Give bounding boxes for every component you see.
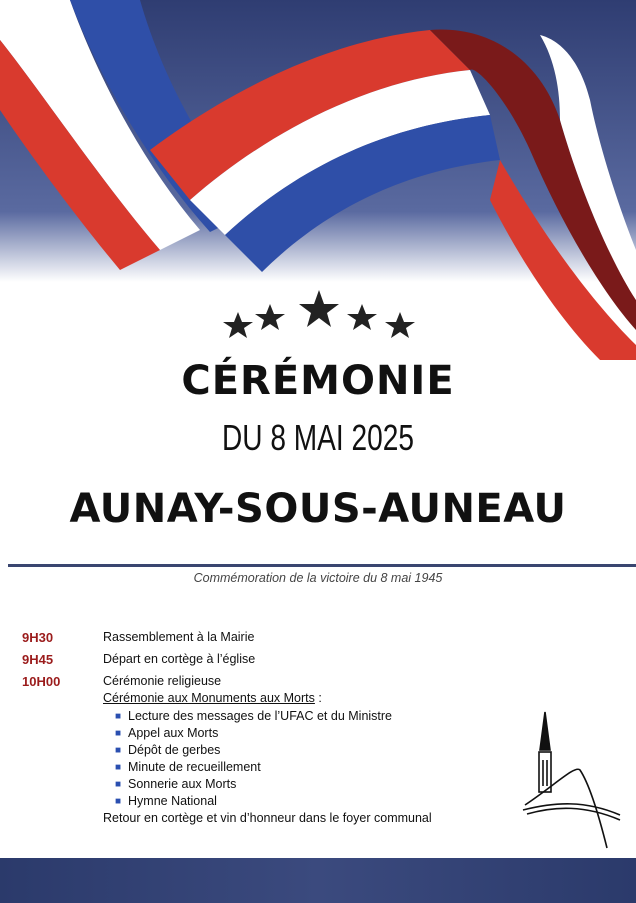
list-item — [0, 777, 560, 795]
page-title: CÉRÉMONIE — [181, 358, 455, 404]
divider — [8, 564, 636, 567]
star-icon — [347, 304, 377, 330]
schedule-label: Rassemblement à la Mairie — [103, 630, 255, 644]
bullet-icon: ■ — [115, 711, 122, 722]
list-item — [0, 726, 560, 744]
footer-band — [0, 858, 636, 903]
closing-text: Retour en cortège et vin d’honneur dans le foyer communal — [103, 811, 432, 825]
church-icon — [515, 710, 625, 850]
schedule-label: Départ en cortège à l’église — [103, 652, 256, 666]
schedule-row — [0, 652, 560, 670]
list-item-label: Hymne National — [128, 794, 217, 808]
stars-row — [0, 287, 636, 347]
schedule-label: Cérémonie religieuse — [103, 674, 222, 688]
monuments-heading: Cérémonie aux Monuments aux Morts — [103, 691, 315, 705]
list-item-label: Dépôt de gerbes — [128, 743, 221, 757]
closing-row — [0, 811, 560, 829]
monuments-heading-row — [0, 691, 560, 709]
bullet-icon: ■ — [115, 779, 122, 790]
bullet-icon: ■ — [115, 762, 122, 773]
monuments-heading-wrap — [103, 691, 322, 705]
star-icon — [255, 304, 285, 330]
bullet-icon: ■ — [115, 745, 122, 756]
list-item — [0, 794, 560, 812]
schedule-row — [0, 674, 560, 692]
subtitle: Commémoration de la victoire du 8 mai 1945 — [193, 571, 443, 585]
schedule-row — [0, 630, 560, 648]
star-icon — [299, 290, 339, 327]
star-icon — [385, 312, 415, 338]
star-icon — [223, 312, 253, 338]
schedule-time: 10H00 — [22, 674, 61, 689]
list-item-label: Minute de recueillement — [128, 760, 261, 774]
list-item — [0, 709, 560, 727]
schedule-time: 9H45 — [22, 652, 54, 667]
list-item — [0, 743, 560, 761]
event-date: DU 8 MAI 2025 — [222, 417, 414, 458]
bullet-icon: ■ — [115, 796, 122, 807]
list-item — [0, 760, 560, 778]
list-item-label: Sonnerie aux Morts — [128, 777, 237, 791]
list-item-label: Appel aux Morts — [128, 726, 219, 740]
list-item-label: Lecture des messages de l’UFAC et du Ministre — [128, 709, 393, 723]
monuments-heading-suffix: : — [314, 691, 322, 705]
town-name: AUNAY-SOUS-AUNEAU — [69, 486, 567, 532]
schedule-time: 9H30 — [22, 630, 54, 645]
bullet-icon: ■ — [115, 728, 122, 739]
